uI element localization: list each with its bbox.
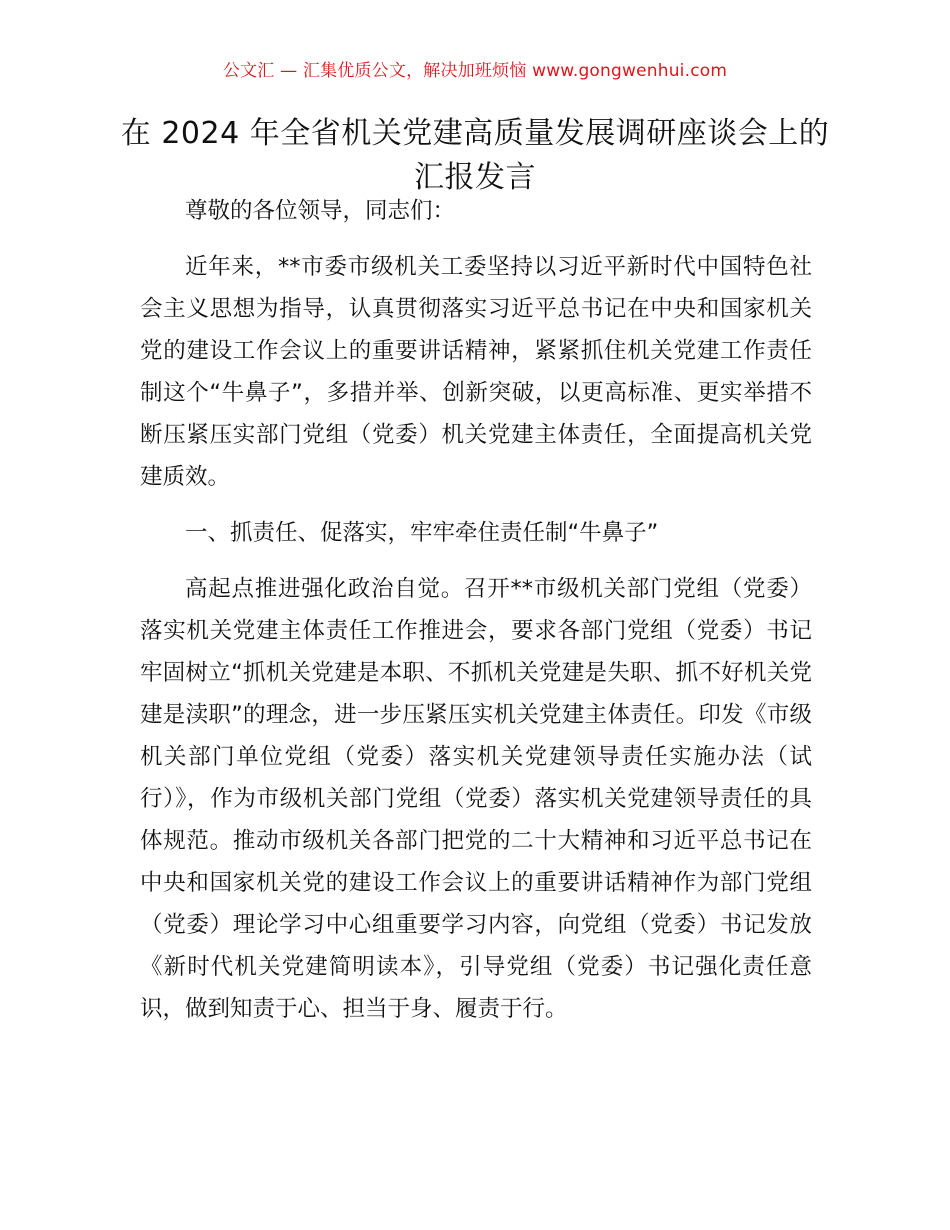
intro-paragraph: 近年来，**市委市级机关工委坚持以习近平新时代中国特色社会主义思想为指导，认真贯彻落实习近平总书记在中央和国家机关党的建设工作会议上的重要讲话精神，紧紧抓住机关党建工作责任制这个“牛鼻子”，多措并举、创新突破，以更高标准、更实举措不断压紧压实部门党组（党委）机关党建主体责任，全面提高机关党建质效。	[140, 254, 812, 490]
site-header-banner: 公文汇 — 汇集优质公文，解决加班烦恼 www.gongwenhui.com	[222, 61, 728, 81]
section-heading: 一、抓责任、促落实，牢牢牵住责任制“牛鼻子”	[185, 520, 659, 546]
body-paragraph: 高起点推进强化政治自觉。召开**市级机关部门党组（党委）落实机关党建主体责任工作推进会，要求各部门党组（党委）书记牢固树立“抓机关党建是本职、不抓机关党建是失职、抓不好机关党建是渎职”的理念，进一步压紧压实机关党建主体责任。印发《市级机关部门单位党组（党委）落实机关党建领导责任实施办法（试行）》，作为市级机关部门党组（党委）落实机关党建领导责任的具体规范。推动市级机关各部门把党的二十大精神和习近平总书记在中央和国家机关党的建设工作会议上的重要讲话精神作为部门党组（党委）理论学习中心组重要学习内容，向党组（党委）书记发放《新时代机关党建简明读本》，引导党组（党委）书记强化责任意识，做到知责于心、担当于身、履责于行。	[140, 576, 812, 1022]
salutation-paragraph: 尊敬的各位领导，同志们：	[185, 198, 456, 224]
document-title: 在 2024 年全省机关党建高质量发展调研座谈会上的汇报发言	[120, 116, 830, 195]
document-body	[140, 190, 812, 1044]
